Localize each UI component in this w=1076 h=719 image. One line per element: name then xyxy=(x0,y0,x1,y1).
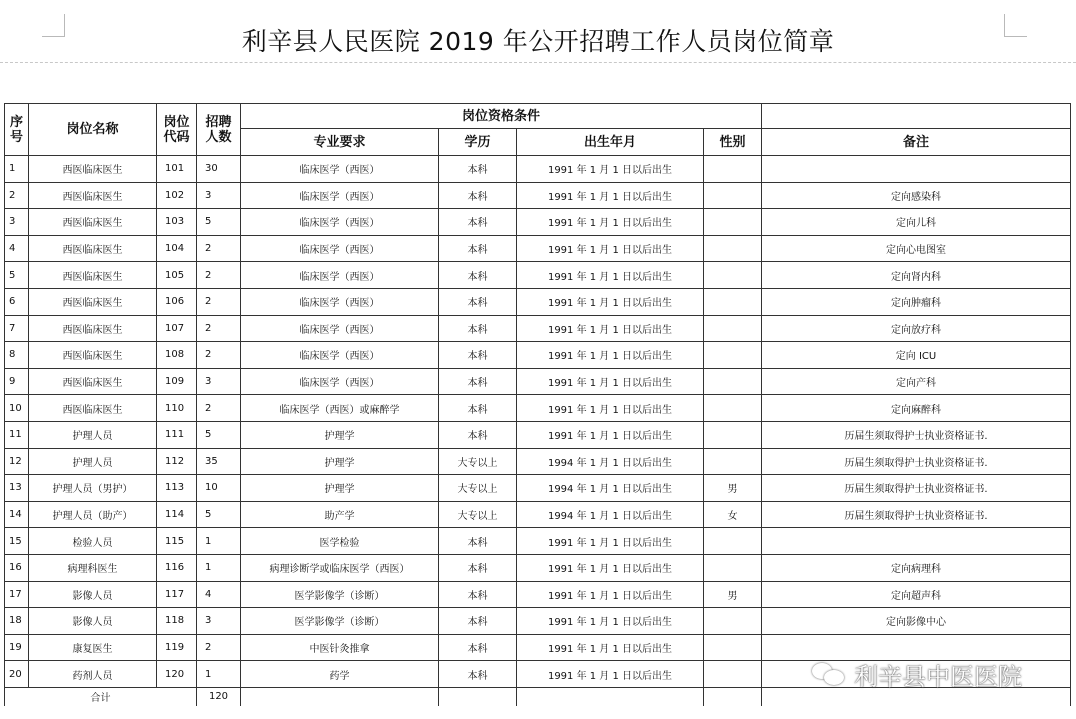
cell-major: 临床医学（西医） xyxy=(241,262,439,289)
cell-name: 西医临床医生 xyxy=(29,288,157,315)
cell-notes: 定向感染科 xyxy=(762,182,1071,209)
cell-notes: 历届生须取得护士执业资格证书. xyxy=(762,501,1071,528)
cell-seq: 4 xyxy=(5,235,29,262)
cell-code: 110 xyxy=(157,395,197,422)
cell-count: 2 xyxy=(197,342,241,369)
header-major: 专业要求 xyxy=(241,129,439,156)
cell-birth: 1991 年 1 月 1 日以后出生 xyxy=(517,528,704,555)
cell-notes: 定向影像中心 xyxy=(762,608,1071,635)
cell-code: 118 xyxy=(157,608,197,635)
cell-count: 2 xyxy=(197,634,241,661)
cell-code: 115 xyxy=(157,528,197,555)
cell-edu: 本科 xyxy=(439,608,517,635)
cell-major: 临床医学（西医） xyxy=(241,156,439,183)
watermark xyxy=(812,654,1022,694)
header-education: 学历 xyxy=(439,129,517,156)
cell-name: 康复医生 xyxy=(29,634,157,661)
cell-birth: 1991 年 1 月 1 日以后出生 xyxy=(517,156,704,183)
cell-notes: 定向麻醉科 xyxy=(762,395,1071,422)
cell-name: 西医临床医生 xyxy=(29,368,157,395)
positions-table xyxy=(4,103,1071,706)
cell-major: 医学检验 xyxy=(241,528,439,555)
cell-seq: 10 xyxy=(5,395,29,422)
cell-major: 医学影像学（诊断） xyxy=(241,581,439,608)
cell-notes: 定向超声科 xyxy=(762,581,1071,608)
cell-seq: 9 xyxy=(5,368,29,395)
cell-count: 35 xyxy=(197,448,241,475)
cell-birth: 1991 年 1 月 1 日以后出生 xyxy=(517,182,704,209)
header-qualifications: 岗位资格条件 xyxy=(241,104,762,129)
cell-name: 西医临床医生 xyxy=(29,395,157,422)
cell-birth: 1991 年 1 月 1 日以后出生 xyxy=(517,315,704,342)
cell-code: 112 xyxy=(157,448,197,475)
cell-code: 120 xyxy=(157,661,197,688)
cell-count: 1 xyxy=(197,528,241,555)
cell-major: 护理学 xyxy=(241,475,439,502)
cell-name: 检验人员 xyxy=(29,528,157,555)
header-gender: 性别 xyxy=(704,129,762,156)
cell-major: 临床医学（西医） xyxy=(241,288,439,315)
cell-major: 临床医学（西医） xyxy=(241,315,439,342)
table-row xyxy=(5,315,1071,342)
cell-gender xyxy=(704,634,762,661)
cell-count: 1 xyxy=(197,554,241,581)
cell-major: 临床医学（西医） xyxy=(241,368,439,395)
cell-edu: 本科 xyxy=(439,421,517,448)
cell-seq: 7 xyxy=(5,315,29,342)
cell-count: 5 xyxy=(197,209,241,236)
cell-major: 临床医学（西医） xyxy=(241,182,439,209)
table-row xyxy=(5,528,1071,555)
cell-major: 药学 xyxy=(241,661,439,688)
cell-code: 104 xyxy=(157,235,197,262)
cell-seq: 5 xyxy=(5,262,29,289)
cell-birth: 1991 年 1 月 1 日以后出生 xyxy=(517,581,704,608)
cell-name: 影像人员 xyxy=(29,581,157,608)
cell-major: 护理学 xyxy=(241,421,439,448)
cell-edu: 本科 xyxy=(439,554,517,581)
cell-code: 114 xyxy=(157,501,197,528)
cell-birth: 1991 年 1 月 1 日以后出生 xyxy=(517,368,704,395)
cell-count: 2 xyxy=(197,288,241,315)
cell-birth: 1994 年 1 月 1 日以后出生 xyxy=(517,448,704,475)
cell-gender xyxy=(704,448,762,475)
cell-gender xyxy=(704,315,762,342)
cell-name: 西医临床医生 xyxy=(29,182,157,209)
cell-birth: 1991 年 1 月 1 日以后出生 xyxy=(517,342,704,369)
table-row xyxy=(5,395,1071,422)
header-name: 岗位名称 xyxy=(29,104,157,156)
cell-code: 113 xyxy=(157,475,197,502)
cell-notes: 历届生须取得护士执业资格证书. xyxy=(762,448,1071,475)
cell-gender xyxy=(704,262,762,289)
cell-seq: 11 xyxy=(5,421,29,448)
cell-edu: 本科 xyxy=(439,156,517,183)
cell-birth: 1991 年 1 月 1 日以后出生 xyxy=(517,608,704,635)
cell-gender: 女 xyxy=(704,501,762,528)
cell-code: 119 xyxy=(157,634,197,661)
cell-gender xyxy=(704,528,762,555)
cell-major: 临床医学（西医） xyxy=(241,209,439,236)
watermark-text: 利辛县中医医院 xyxy=(854,662,1022,691)
cell-gender xyxy=(704,342,762,369)
cell-notes: 定向产科 xyxy=(762,368,1071,395)
cell-edu: 本科 xyxy=(439,182,517,209)
cell-code: 111 xyxy=(157,421,197,448)
cell-edu: 本科 xyxy=(439,315,517,342)
cell-edu: 本科 xyxy=(439,661,517,688)
document-title: 利辛县人民医院 2019 年公开招聘工作人员岗位简章 xyxy=(241,27,835,56)
table-row xyxy=(5,368,1071,395)
cell-name: 西医临床医生 xyxy=(29,235,157,262)
cell-seq: 6 xyxy=(5,288,29,315)
page-guide-line xyxy=(0,62,1076,63)
cell-count: 10 xyxy=(197,475,241,502)
cell-notes xyxy=(762,156,1071,183)
cell-count: 2 xyxy=(197,395,241,422)
table-row xyxy=(5,342,1071,369)
cell-birth: 1991 年 1 月 1 日以后出生 xyxy=(517,395,704,422)
cell-notes: 定向心电图室 xyxy=(762,235,1071,262)
cell-gender: 男 xyxy=(704,475,762,502)
table-row xyxy=(5,288,1071,315)
header-count: 招聘人数 xyxy=(197,104,241,156)
cell-seq: 13 xyxy=(5,475,29,502)
cell-code: 102 xyxy=(157,182,197,209)
cell-major: 病理诊断学或临床医学（西医） xyxy=(241,554,439,581)
cell-gender xyxy=(704,288,762,315)
cell-birth: 1991 年 1 月 1 日以后出生 xyxy=(517,634,704,661)
cell-count: 1 xyxy=(197,661,241,688)
cell-birth: 1991 年 1 月 1 日以后出生 xyxy=(517,554,704,581)
total-label: 合计 xyxy=(5,687,197,706)
cell-major: 护理学 xyxy=(241,448,439,475)
cell-gender xyxy=(704,421,762,448)
table-row xyxy=(5,421,1071,448)
cell-seq: 14 xyxy=(5,501,29,528)
cell-edu: 本科 xyxy=(439,262,517,289)
cell-major: 中医针灸推拿 xyxy=(241,634,439,661)
cell-birth: 1991 年 1 月 1 日以后出生 xyxy=(517,209,704,236)
cell-notes: 定向病理科 xyxy=(762,554,1071,581)
cell-code: 106 xyxy=(157,288,197,315)
cell-gender: 男 xyxy=(704,581,762,608)
cell-count: 3 xyxy=(197,368,241,395)
cell-gender xyxy=(704,554,762,581)
cell-count: 5 xyxy=(197,501,241,528)
cell-gender xyxy=(704,608,762,635)
cell-notes: 定向 ICU xyxy=(762,342,1071,369)
cell-seq: 17 xyxy=(5,581,29,608)
cell-count: 2 xyxy=(197,315,241,342)
cell-code: 101 xyxy=(157,156,197,183)
cell-edu: 大专以上 xyxy=(439,501,517,528)
header-blank xyxy=(762,104,1071,129)
cell-edu: 本科 xyxy=(439,528,517,555)
cell-seq: 19 xyxy=(5,634,29,661)
cell-name: 西医临床医生 xyxy=(29,315,157,342)
cell-seq: 2 xyxy=(5,182,29,209)
cell-name: 护理人员 xyxy=(29,448,157,475)
cell-edu: 本科 xyxy=(439,581,517,608)
cell-count: 2 xyxy=(197,235,241,262)
cell-edu: 本科 xyxy=(439,209,517,236)
cell-name: 病理科医生 xyxy=(29,554,157,581)
cell-count: 3 xyxy=(197,182,241,209)
total-count: 120 xyxy=(197,687,241,706)
cell-major: 助产学 xyxy=(241,501,439,528)
cell-seq: 20 xyxy=(5,661,29,688)
header-notes: 备注 xyxy=(762,129,1071,156)
header-seq: 序号 xyxy=(5,104,29,156)
cell-major: 临床医学（西医）或麻醉学 xyxy=(241,395,439,422)
cell-edu: 大专以上 xyxy=(439,448,517,475)
cell-name: 药剂人员 xyxy=(29,661,157,688)
cell-seq: 12 xyxy=(5,448,29,475)
cell-seq: 3 xyxy=(5,209,29,236)
cell-birth: 1994 年 1 月 1 日以后出生 xyxy=(517,501,704,528)
table-row xyxy=(5,235,1071,262)
cell-edu: 本科 xyxy=(439,342,517,369)
cell-birth: 1991 年 1 月 1 日以后出生 xyxy=(517,661,704,688)
cell-name: 西医临床医生 xyxy=(29,342,157,369)
cell-count: 2 xyxy=(197,262,241,289)
cell-gender xyxy=(704,235,762,262)
cell-birth: 1991 年 1 月 1 日以后出生 xyxy=(517,288,704,315)
table-row xyxy=(5,501,1071,528)
cell-code: 116 xyxy=(157,554,197,581)
cell-gender xyxy=(704,661,762,688)
table-row xyxy=(5,581,1071,608)
cell-gender xyxy=(704,182,762,209)
table-row xyxy=(5,554,1071,581)
cell-edu: 本科 xyxy=(439,395,517,422)
cell-gender xyxy=(704,395,762,422)
cell-gender xyxy=(704,156,762,183)
cell-birth: 1994 年 1 月 1 日以后出生 xyxy=(517,475,704,502)
cell-edu: 本科 xyxy=(439,288,517,315)
table-row xyxy=(5,262,1071,289)
cell-code: 109 xyxy=(157,368,197,395)
cell-edu: 大专以上 xyxy=(439,475,517,502)
cell-birth: 1991 年 1 月 1 日以后出生 xyxy=(517,235,704,262)
cell-notes: 定向肾内科 xyxy=(762,262,1071,289)
cell-birth: 1991 年 1 月 1 日以后出生 xyxy=(517,262,704,289)
header-code: 岗位代码 xyxy=(157,104,197,156)
cell-edu: 本科 xyxy=(439,634,517,661)
cell-seq: 18 xyxy=(5,608,29,635)
cell-major: 临床医学（西医） xyxy=(241,235,439,262)
table-row xyxy=(5,608,1071,635)
cell-edu: 本科 xyxy=(439,368,517,395)
cell-count: 5 xyxy=(197,421,241,448)
cell-notes: 历届生须取得护士执业资格证书. xyxy=(762,421,1071,448)
cell-name: 西医临床医生 xyxy=(29,262,157,289)
cell-gender xyxy=(704,209,762,236)
cell-name: 西医临床医生 xyxy=(29,209,157,236)
cell-notes: 定向放疗科 xyxy=(762,315,1071,342)
table-row xyxy=(5,156,1071,183)
cell-seq: 16 xyxy=(5,554,29,581)
cell-name: 护理人员（助产） xyxy=(29,501,157,528)
table-row xyxy=(5,475,1071,502)
cell-code: 117 xyxy=(157,581,197,608)
cell-seq: 15 xyxy=(5,528,29,555)
cell-name: 影像人员 xyxy=(29,608,157,635)
cell-code: 107 xyxy=(157,315,197,342)
cell-notes: 定向肿瘤科 xyxy=(762,288,1071,315)
cell-code: 108 xyxy=(157,342,197,369)
cell-code: 105 xyxy=(157,262,197,289)
table-row xyxy=(5,209,1071,236)
cell-code: 103 xyxy=(157,209,197,236)
cell-notes: 历届生须取得护士执业资格证书. xyxy=(762,475,1071,502)
cell-count: 30 xyxy=(197,156,241,183)
cell-birth: 1991 年 1 月 1 日以后出生 xyxy=(517,421,704,448)
cell-name: 西医临床医生 xyxy=(29,156,157,183)
cell-gender xyxy=(704,368,762,395)
wechat-icon xyxy=(812,661,846,687)
cell-notes xyxy=(762,528,1071,555)
cell-major: 医学影像学（诊断） xyxy=(241,608,439,635)
cell-seq: 1 xyxy=(5,156,29,183)
table-row xyxy=(5,182,1071,209)
cell-seq: 8 xyxy=(5,342,29,369)
cell-name: 护理人员（男护） xyxy=(29,475,157,502)
cell-edu: 本科 xyxy=(439,235,517,262)
header-birth: 出生年月 xyxy=(517,129,704,156)
table-row xyxy=(5,448,1071,475)
cell-count: 4 xyxy=(197,581,241,608)
cell-name: 护理人员 xyxy=(29,421,157,448)
cell-notes: 定向儿科 xyxy=(762,209,1071,236)
cell-major: 临床医学（西医） xyxy=(241,342,439,369)
cell-count: 3 xyxy=(197,608,241,635)
